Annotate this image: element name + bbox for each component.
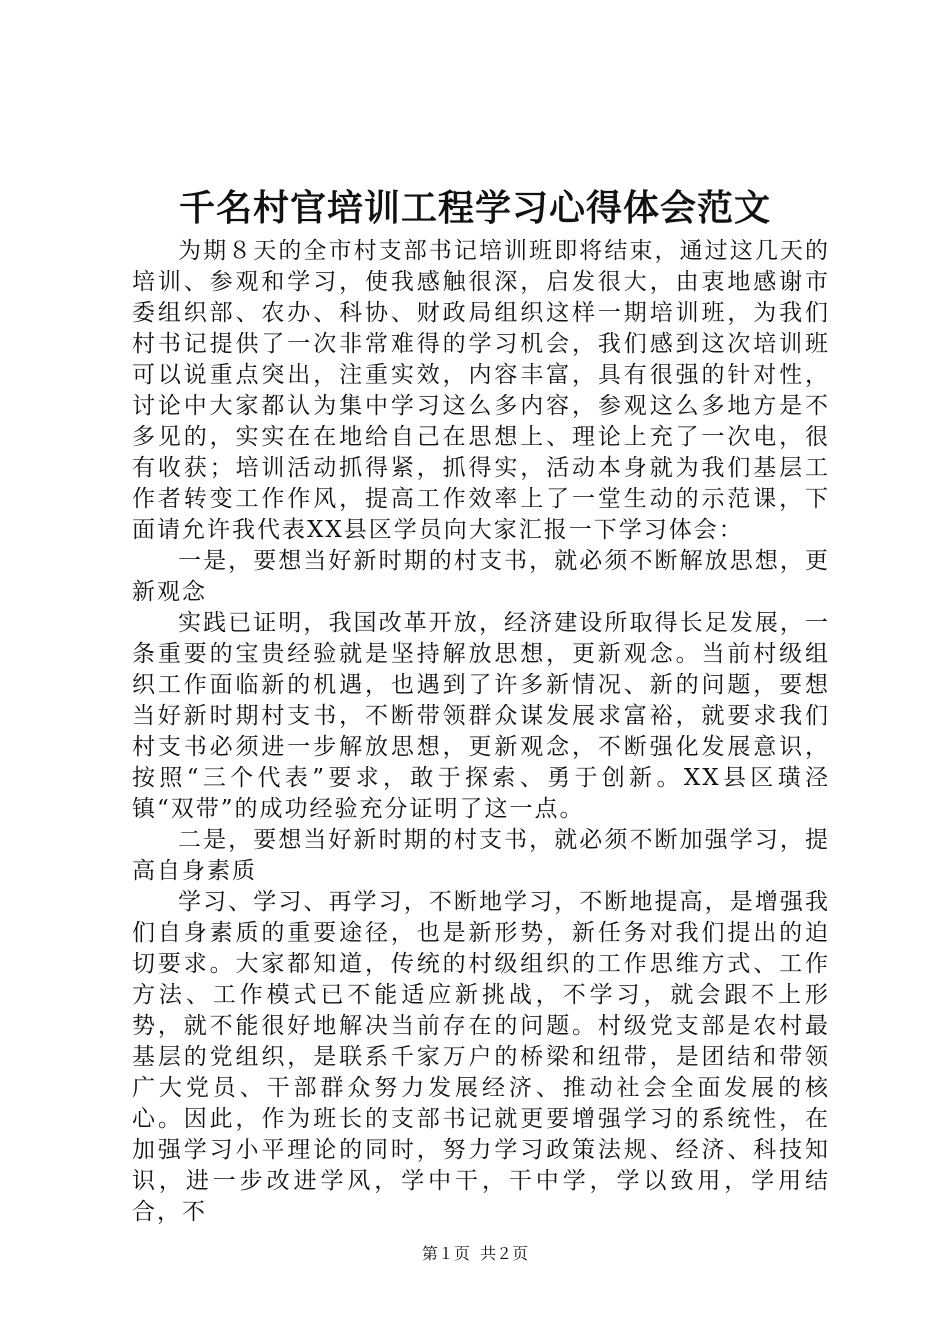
paragraph-body-one: 实践已证明，我国改革开放，经济建设所取得长足发展，一条重要的宝贵经验就是坚持解放思想，更新观念。当前村级组织工作面临新的机遇，也遇到了许多新情况、新的问题，要想当好新时期村支书，不断带领群众谋发展求富裕，就要求我们村支书必须进一步解放思想，更新观念，不断强化发展意识，按照“三个代表”要求，敢于探索、勇于创新。XX县区璜泾镇“双带”的成功经验充分证明了这一点。 — [132, 610, 830, 822]
paragraph-body-two: 学习、学习、再学习，不断地学习，不断地提高，是增强我们自身素质的重要途径，也是新形势，新任务对我们提出的迫切要求。大家都知道，传统的村级组织的工作思维方式、工作方法、工作模式已不能适应新挑战，不学习，就会跟不上形势，就不能很好地解决当前存在的问题。村级党支部是农村最基层的党组织，是联系千家万户的桥梁和纽带，是团结和带领广大党员、干部群众努力发展经济、推动社会全面发展的核心。因此，作为班长的支部书记就更要增强学习的系统性，在加强学习小平理论的同时，努力学习政策法规、经济、科技知识，进一步改进学风，学中干，干中学，学以致用，学用结合，不 — [132, 889, 830, 1225]
document-title: 千名村官培训工程学习心得体会范文 — [178, 187, 771, 229]
page-footer: 第１页 共２页 — [421, 1244, 529, 1263]
paragraph-heading-one: 一是，要想当好新时期的村支书，就必须不断解放思想，更新观念 — [132, 548, 830, 605]
document-body — [132, 236, 830, 1228]
paragraph-intro: 为期８天的全市村支部书记培训班即将结束，通过这几天的培训、参观和学习，使我感触很深，启发很大，由衷地感谢市委组织部、农办、科协、财政局组织这样一期培训班，为我们村书记提供了一次非常难得的学习机会，我们感到这次培训班可以说重点突出，注重实效，内容丰富，具有很强的针对性，讨论中大家都认为集中学习这么多内容，参观这么多地方是不多见的，实实在在地给自己在思想上、理论上充了一次电，很有收获；培训活动抓得紧，抓得实，活动本身就为我们基层工作者转变工作作风，提高工作效率上了一堂生动的示范课，下面请允许我代表XX县区学员向大家汇报一下学习体会： — [132, 238, 830, 543]
paragraph-heading-two: 二是，要想当好新时期的村支书，就必须不断加强学习，提高自身素质 — [132, 827, 830, 884]
